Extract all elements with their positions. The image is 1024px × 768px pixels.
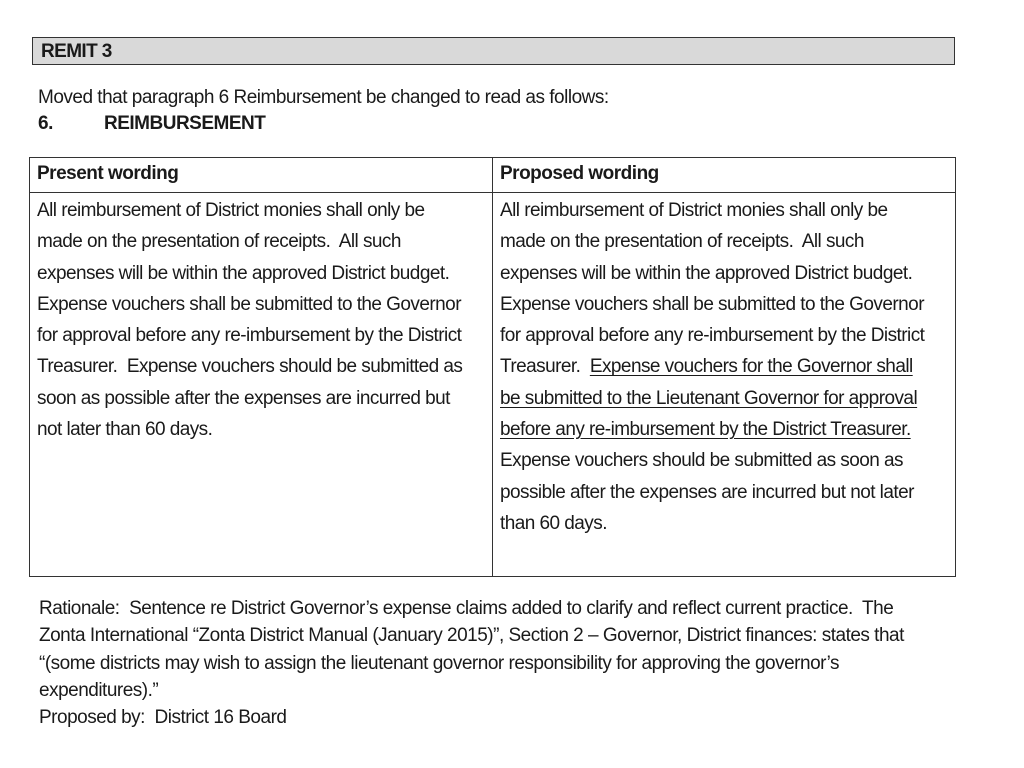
amendment-text: Expense vouchers for the Governor shall bbox=[589, 356, 913, 378]
proposed-line-with-amendment bbox=[500, 351, 924, 382]
remit-header bbox=[32, 37, 955, 65]
proposed-line: than 60 days. bbox=[500, 512, 607, 534]
proposed-line: made on the presentation of receipts. All such bbox=[500, 231, 864, 253]
present-line: expenses will be within the approved District budget. bbox=[37, 262, 450, 284]
rationale-line: “(some districts may wish to assign the lieutenant governor responsibility for approving the governor’s bbox=[39, 652, 840, 674]
section-title: REIMBURSEMENT bbox=[104, 113, 266, 134]
present-wording-cell bbox=[37, 195, 462, 445]
present-line: made on the presentation of receipts. All such bbox=[37, 231, 401, 253]
proposed-wording-header: Proposed wording bbox=[500, 163, 659, 184]
rationale-line: expenditures).” bbox=[39, 679, 159, 701]
present-line: All reimbursement of District monies shall only be bbox=[37, 200, 425, 221]
rationale-block bbox=[39, 595, 904, 731]
proposed-line: expenses will be within the approved District budget. bbox=[500, 262, 913, 284]
proposed-wording-cell bbox=[500, 195, 924, 539]
present-line: soon as possible after the expenses are incurred but bbox=[37, 387, 450, 409]
section-heading bbox=[38, 113, 265, 135]
proposed-line: All reimbursement of District monies shall only be bbox=[500, 200, 888, 221]
proposed-line-text: Treasurer. bbox=[500, 356, 590, 378]
amendment-line bbox=[500, 414, 924, 445]
amendment-line bbox=[500, 383, 924, 414]
amendment-text: be submitted to the Lieutenant Governor for approval bbox=[500, 387, 918, 409]
section-number: 6. bbox=[38, 113, 53, 134]
present-line: Expense vouchers shall be submitted to the Governor bbox=[37, 293, 461, 315]
table-column-divider bbox=[492, 158, 493, 576]
present-wording-header: Present wording bbox=[37, 163, 179, 184]
present-line: Treasurer. Expense vouchers should be submitted as bbox=[37, 356, 463, 378]
proposed-line: Expense vouchers shall be submitted to the Governor bbox=[500, 293, 924, 315]
rationale-line: Zonta International “Zonta District Manual (January 2015)”, Section 2 – Governor, District finances: states that bbox=[39, 625, 904, 647]
present-line: for approval before any re-imbursement by the District bbox=[37, 325, 462, 347]
remit-title: REMIT 3 bbox=[41, 41, 112, 62]
motion-intro: Moved that paragraph 6 Reimbursement be changed to read as follows: bbox=[38, 87, 609, 108]
proposed-line: Expense vouchers should be submitted as soon as bbox=[500, 450, 903, 472]
proposed-line: for approval before any re-imbursement by the District bbox=[500, 325, 925, 347]
present-line: not later than 60 days. bbox=[37, 419, 213, 441]
amendment-text: before any re-imbursement by the District Treasurer. bbox=[500, 419, 911, 441]
wording-comparison-table bbox=[29, 157, 956, 577]
proposed-by: Proposed by: District 16 Board bbox=[39, 707, 287, 729]
proposed-line: possible after the expenses are incurred but not later bbox=[500, 481, 914, 503]
rationale-line: Rationale: Sentence re District Governor’s expense claims added to clarify and reflect current practice. The bbox=[39, 598, 894, 619]
